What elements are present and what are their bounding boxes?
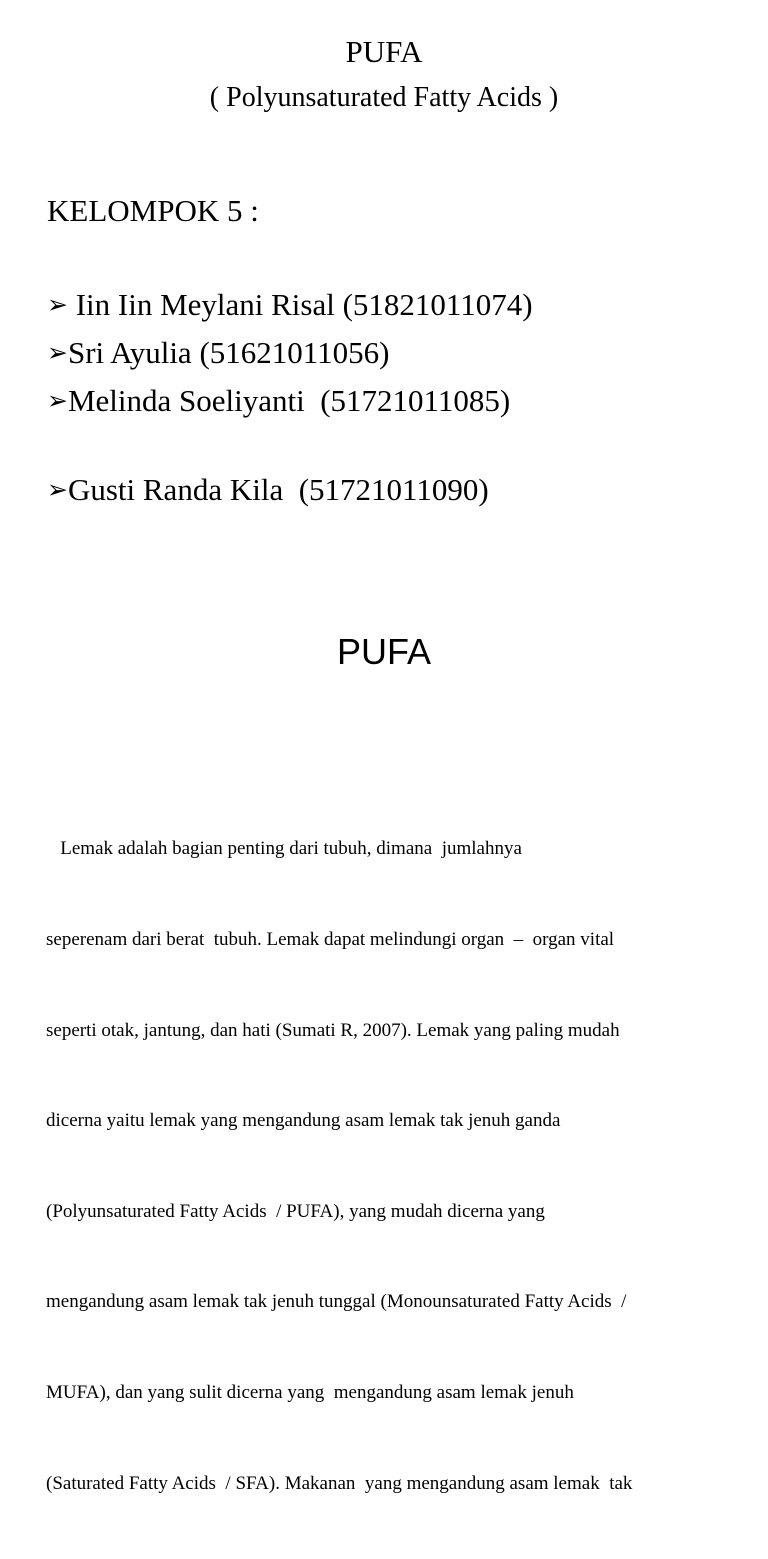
arrow-bullet-icon: ➢	[47, 386, 68, 415]
slide-title	[0, 0, 768, 580]
group-label: KELOMPOK 5 :	[47, 193, 259, 228]
member-item	[47, 381, 510, 421]
body-line: (Polyunsaturated Fatty Acids / PUFA), yang mudah dicerna yang	[46, 1200, 545, 1222]
slide-subtitle: ( Polyunsaturated Fatty Acids )	[209, 82, 559, 113]
slide-pufa	[0, 580, 768, 1494]
arrow-bullet-icon: ➢	[47, 290, 68, 319]
body-line: MUFA), dan yang sulit dicerna yang mengandung asam lemak jenuh	[46, 1382, 574, 1404]
body-line: Lemak adalah bagian penting dari tubuh, dimana jumlahnya	[46, 838, 522, 860]
member-name: Iin Iin Meylani Risal (51821011074)	[67, 287, 533, 322]
arrow-bullet-icon: ➢	[47, 338, 68, 367]
body-line: mengandung asam lemak tak jenuh tunggal (Monounsaturated Fatty Acids /	[46, 1291, 627, 1313]
member-name: Melinda Soeliyanti (51721011085)	[67, 383, 511, 418]
slide-title-heading: PUFA	[345, 34, 423, 69]
member-name: Sri Ayulia (51621011056)	[67, 335, 390, 370]
body-paragraph	[46, 774, 726, 1559]
body-line: dicerna yaitu lemak yang mengandung asam lemak tak jenuh ganda	[46, 1110, 561, 1132]
arrow-bullet-icon: ➢	[47, 475, 68, 504]
member-item	[47, 285, 533, 325]
body-line: seperti otak, jantung, dan hati (Sumati R, 2007). Lemak yang paling mudah	[46, 1019, 620, 1041]
slide-heading: PUFA	[336, 631, 432, 672]
body-line: seperenam dari berat tubuh. Lemak dapat melindungi organ – organ vital	[46, 929, 615, 951]
member-item	[47, 333, 389, 373]
member-name: Gusti Randa Kila (51721011090)	[67, 472, 489, 507]
member-item	[47, 470, 489, 510]
body-line: (Saturated Fatty Acids / SFA). Makanan yang mengandung asam lemak tak	[46, 1472, 633, 1494]
